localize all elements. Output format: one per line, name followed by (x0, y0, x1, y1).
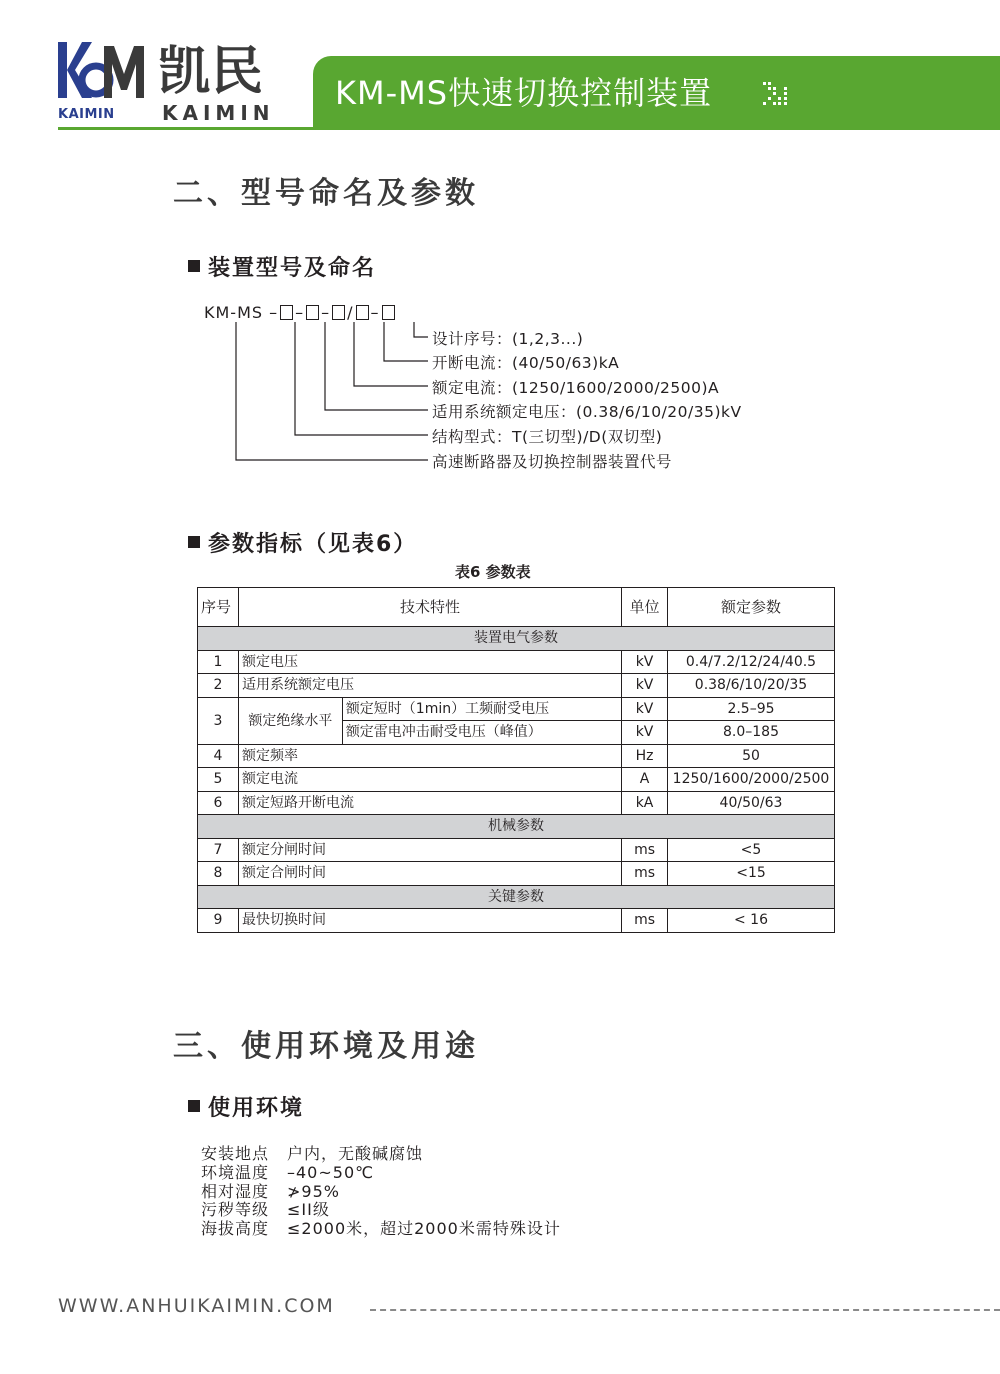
params-subtitle (188, 527, 417, 558)
row-name: 最快切换时间 (238, 909, 621, 933)
group-row-electrical (198, 627, 835, 651)
row-name: 额定合闸时间 (238, 862, 621, 886)
row-name: 额定分闸时间 (238, 838, 621, 862)
group-row-mechanical (198, 815, 835, 839)
header-rated-value: 额定参数 (668, 588, 835, 627)
square-bullet-icon (188, 1100, 200, 1112)
section2-title: 二、型号命名及参数 (173, 176, 479, 211)
logo-english-name: KAIMIN (162, 101, 275, 125)
env-value: ≯95% (287, 1182, 340, 1201)
row-unit: Hz (622, 744, 668, 768)
row-value: 0.38/6/10/20/35 (668, 674, 835, 698)
env-key: 海拔高度 (201, 1219, 270, 1238)
table-row (198, 768, 835, 792)
header-no: 序号 (198, 588, 239, 627)
model-code: KM-MS – – – / – (204, 303, 397, 322)
row-unit: kA (622, 791, 668, 815)
table-header-row (198, 588, 835, 627)
env-key: 安装地点 (201, 1144, 270, 1163)
row-unit: kV (622, 674, 668, 698)
row-unit: A (622, 768, 668, 792)
row-value: <15 (668, 862, 835, 886)
logo-chinese-name: 凯民 (158, 42, 265, 102)
naming-label-rated-current: 额定电流：(1250/1600/2000/2500)A (432, 379, 720, 397)
row-unit: ms (622, 838, 668, 862)
group-row-key (198, 885, 835, 909)
table-row (198, 838, 835, 862)
row-no: 2 (198, 674, 239, 698)
table-caption: 表6 参数表 (455, 563, 531, 581)
env-key: 环境温度 (201, 1163, 270, 1182)
row-value: 40/50/63 (668, 791, 835, 815)
row-value: 8.0–185 (668, 721, 835, 745)
footer-website[interactable]: WWW.ANHUIKAIMIN.COM (58, 1295, 335, 1317)
row-no: 8 (198, 862, 239, 886)
params-subtitle-text: 参数指标（见表6） (208, 532, 418, 557)
row-no: 1 (198, 650, 239, 674)
env-value: ≤2000米，超过2000米需特殊设计 (287, 1219, 561, 1238)
header-unit: 单位 (622, 588, 668, 627)
env-item (201, 1216, 561, 1239)
naming-subtitle-text: 装置型号及命名 (208, 256, 377, 281)
row-unit: ms (622, 862, 668, 886)
group-label: 装置电气参数 (198, 627, 835, 651)
naming-label-system-voltage: 适用系统额定电压：(0.38/6/10/20/35)kV (432, 403, 742, 421)
square-bullet-icon (188, 536, 200, 548)
table-row (198, 791, 835, 815)
row-name: 适用系统额定电压 (238, 674, 621, 698)
row-unit: kV (622, 697, 668, 721)
env-key: 污秽等级 (201, 1200, 270, 1219)
table-row (198, 862, 835, 886)
env-subtitle-text: 使用环境 (208, 1096, 305, 1121)
group-label: 机械参数 (198, 815, 835, 839)
env-key: 相对湿度 (201, 1182, 270, 1201)
table-row (198, 650, 835, 674)
naming-label-breaking-current: 开断电流：(40/50/63)kA (432, 354, 620, 372)
row-name: 额定绝缘水平 (238, 697, 342, 744)
row-value: 50 (668, 744, 835, 768)
table-row (198, 909, 835, 933)
env-value: –40~50℃ (287, 1163, 375, 1182)
row-no: 5 (198, 768, 239, 792)
env-value: 户内，无酸碱腐蚀 (287, 1144, 424, 1163)
row-name: 额定频率 (238, 744, 621, 768)
row-subname: 额定雷电冲击耐受电压（峰值） (342, 721, 621, 745)
table-row (198, 697, 835, 721)
header-characteristic: 技术特性 (238, 588, 621, 627)
row-value: 2.5–95 (668, 697, 835, 721)
naming-label-structure: 结构型式：T(三切型)/D(双切型) (432, 428, 663, 446)
row-unit: ms (622, 909, 668, 933)
table-row (198, 674, 835, 698)
row-no: 7 (198, 838, 239, 862)
row-unit: kV (622, 650, 668, 674)
table-row (198, 744, 835, 768)
row-no: 9 (198, 909, 239, 933)
naming-label-design-no: 设计序号：(1,2,3...) (432, 330, 584, 348)
row-name: 额定短路开断电流 (238, 791, 621, 815)
section3-title: 三、使用环境及用途 (173, 1029, 479, 1064)
row-no: 3 (198, 697, 239, 744)
row-subname: 额定短时（1min）工频耐受电压 (342, 697, 621, 721)
parameter-table (197, 587, 835, 933)
row-name: 额定电流 (238, 768, 621, 792)
row-name: 额定电压 (238, 650, 621, 674)
row-no: 6 (198, 791, 239, 815)
group-label: 关键参数 (198, 885, 835, 909)
row-value: < 16 (668, 909, 835, 933)
row-value: <5 (668, 838, 835, 862)
row-value: 1250/1600/2000/2500 (668, 768, 835, 792)
footer-dashed-rule (370, 1309, 1000, 1311)
naming-label-device-code: 高速断路器及切换控制器装置代号 (432, 453, 673, 471)
row-value: 0.4/7.2/12/24/40.5 (668, 650, 835, 674)
env-value: ≤II级 (287, 1200, 330, 1219)
row-no: 4 (198, 744, 239, 768)
model-code-prefix: KM-MS (204, 303, 264, 322)
row-unit: kV (622, 721, 668, 745)
page-title: KM-MS快速切换控制装置 (335, 74, 713, 112)
logo-mark-caption: KAIMIN (58, 107, 115, 122)
env-subtitle (188, 1091, 304, 1122)
